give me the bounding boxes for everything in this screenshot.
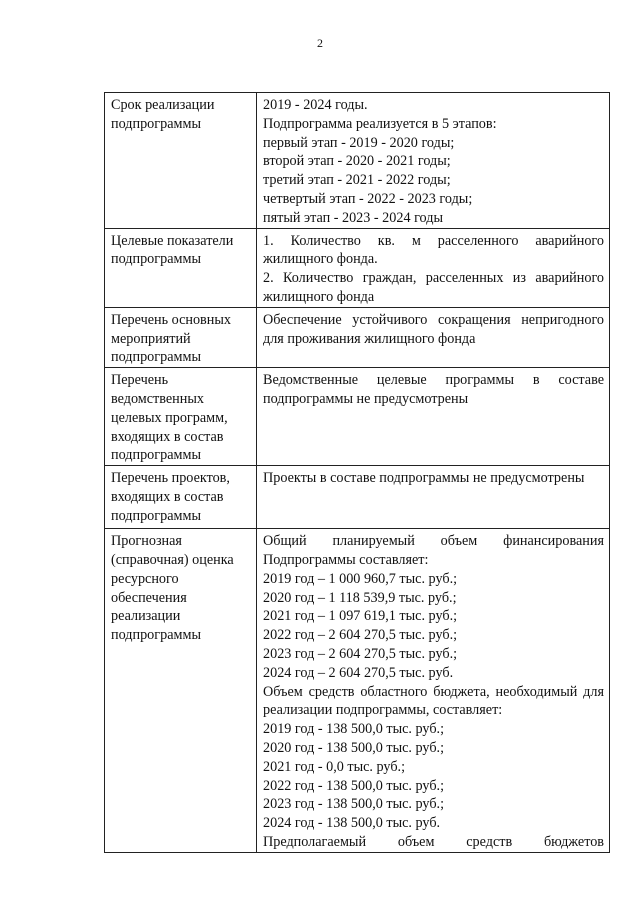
label-line: Целевые показатели — [111, 232, 234, 249]
row-label — [105, 228, 257, 307]
table-row-projects — [105, 466, 610, 529]
label-line: ресурсного — [111, 570, 179, 587]
label-line: подпрограммы — [111, 627, 201, 644]
funding-year-line: 2021 год – 1 097 619,1 тыс. руб.; — [263, 608, 458, 625]
row-value — [257, 307, 610, 367]
indicator-item: 2. Количество граждан, расселенных из аварийного жилищного фонда — [263, 270, 604, 305]
row-value — [257, 93, 610, 229]
regional-budget-year-line: 2024 год - 138 500,0 тыс. руб. — [263, 815, 441, 832]
label-line: реализации — [111, 608, 181, 625]
funding-intro: Общий планируемый объем финансирования Подпрограммы составляет: — [263, 533, 604, 568]
table-row-target-indicators — [105, 228, 610, 307]
label-line: входящих в состав — [111, 488, 224, 505]
value-text: Ведомственные целевые программы в составе подпрограммы не предусмотрены — [263, 372, 604, 407]
value-line: Подпрограмма реализуется в 5 этапов: — [263, 115, 497, 132]
label-line: Прогнозная — [111, 533, 182, 550]
label-line: Перечень проектов, — [111, 470, 230, 487]
value-line: второй этап - 2020 - 2021 годы; — [263, 153, 451, 170]
value-text: Проекты в составе подпрограммы не предусмотрены — [263, 470, 585, 487]
regional-budget-year-line: 2020 год - 138 500,0 тыс. руб.; — [263, 739, 445, 756]
subprogram-passport-table — [104, 92, 610, 853]
label-line: (справочная) оценка — [111, 551, 234, 568]
table-row-main-activities — [105, 307, 610, 367]
label-line: входящих в состав — [111, 428, 224, 445]
row-label — [105, 466, 257, 529]
row-label — [105, 307, 257, 367]
table-row-implementation-period — [105, 93, 610, 229]
value-line: третий этап - 2021 - 2022 годы; — [263, 172, 451, 189]
indicator-item: 1. Количество кв. м расселенного аварийного жилищного фонда. — [263, 232, 604, 268]
label-line: Перечень основных — [111, 311, 231, 328]
value-line: первый этап - 2019 - 2020 годы; — [263, 134, 455, 151]
label-line: обеспечения — [111, 589, 187, 606]
row-label — [105, 529, 257, 853]
value-text: Обеспечение устойчивого сокращения непригодного для проживания жилищного фонда — [263, 311, 604, 347]
row-value — [257, 228, 610, 307]
label-line: Срок реализации — [111, 97, 215, 113]
label-line: подпрограммы — [111, 507, 201, 524]
funding-year-line: 2022 год – 2 604 270,5 тыс. руб.; — [263, 627, 458, 644]
value-line: 2019 - 2024 годы. — [263, 97, 368, 113]
label-line: мероприятий — [111, 330, 191, 347]
funding-year-line: 2023 год – 2 604 270,5 тыс. руб.; — [263, 645, 458, 662]
funding-year-line: 2024 год – 2 604 270,5 тыс. руб. — [263, 664, 454, 681]
label-line: Перечень — [111, 372, 169, 389]
label-line: подпрограммы — [111, 115, 201, 132]
page-number: 2 — [317, 36, 323, 50]
row-value — [257, 466, 610, 529]
value-line: пятый этап - 2023 - 2024 годы — [263, 209, 443, 226]
label-line: подпрограммы — [111, 447, 201, 464]
funding-year-line: 2019 год – 1 000 960,7 тыс. руб.; — [263, 570, 458, 587]
row-label — [105, 93, 257, 229]
table-row-departmental-programs — [105, 368, 610, 466]
label-line: ведомственных — [111, 390, 204, 407]
table-row-resource-estimate — [105, 529, 610, 853]
trailing-text: Предполагаемый объем средств бюджетов — [263, 833, 604, 850]
regional-budget-year-line: 2023 год - 138 500,0 тыс. руб.; — [263, 796, 445, 813]
label-line: целевых программ, — [111, 409, 228, 426]
funding-year-line: 2020 год – 1 118 539,9 тыс. руб.; — [263, 589, 457, 606]
regional-budget-year-line: 2022 год - 138 500,0 тыс. руб.; — [263, 777, 445, 794]
value-line: четвертый этап - 2022 - 2023 годы; — [263, 190, 473, 207]
row-label — [105, 368, 257, 466]
regional-budget-year-line: 2019 год - 138 500,0 тыс. руб.; — [263, 721, 445, 738]
label-line: подпрограммы — [111, 251, 201, 268]
regional-budget-intro: Объем средств областного бюджета, необходимый для реализации подпрограммы, составляет: — [263, 683, 604, 719]
regional-budget-year-line: 2021 год - 0,0 тыс. руб.; — [263, 758, 406, 775]
row-value — [257, 529, 610, 853]
label-line: подпрограммы — [111, 349, 201, 366]
row-value — [257, 368, 610, 466]
